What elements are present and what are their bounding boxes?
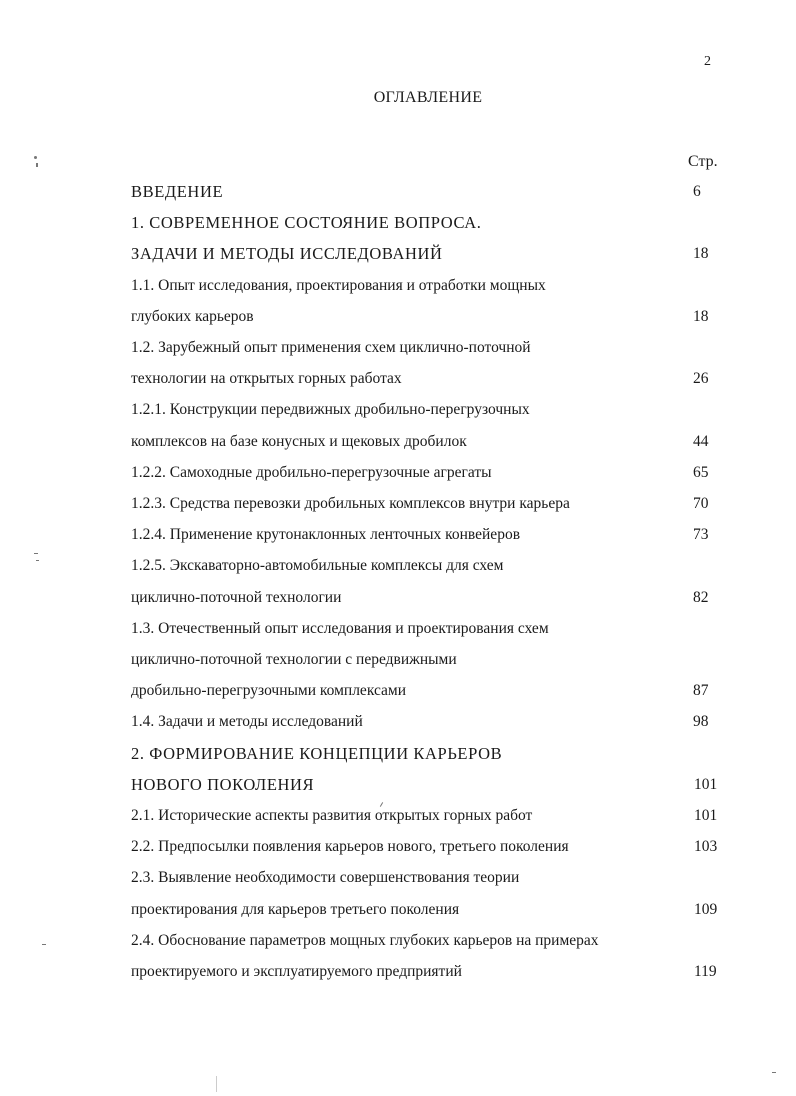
toc-entry-line: 1.2.4. Применение крутонаклонных ленточных конвейеров — [131, 526, 521, 544]
toc-page-number: 98 — [693, 713, 709, 731]
toc-page-number: 82 — [693, 588, 709, 606]
toc-entry-line: 1.2.1. Конструкции передвижных дробильно-перегрузочных — [131, 401, 530, 419]
toc-entry-line: 1. СОВРЕМЕННОЕ СОСТОЯНИЕ ВОПРОСА. — [131, 213, 482, 233]
scan-mark — [216, 1076, 217, 1092]
scan-mark — [42, 944, 46, 945]
toc-entry-line: 1.2.5. Экскаваторно-автомобильные комплексы для схем — [131, 557, 504, 575]
document-title: ОГЛАВЛЕНИЕ — [373, 89, 483, 106]
scan-mark — [34, 553, 38, 554]
scan-mark — [772, 1072, 776, 1073]
toc-entry-line: 1.1. Опыт исследования, проектирования и отработки мощных — [131, 276, 546, 294]
toc-page-number: 119 — [694, 963, 717, 980]
toc-page-number: 87 — [693, 682, 709, 700]
toc-entry-line: проектирования для карьеров третьего поколения — [131, 900, 460, 918]
scan-mark — [36, 560, 39, 561]
toc-entry-line: 2.4. Обоснование параметров мощных глубоких карьеров на примерах — [131, 931, 599, 949]
toc-entry-line: циклично-поточной технологии с передвижными — [131, 651, 457, 668]
toc-entry-line: проектируемого и эксплуатируемого предприятий — [131, 963, 462, 980]
toc-entry-line: 1.2.3. Средства перевозки дробильных комплексов внутри карьера — [131, 495, 570, 512]
toc-page-number: 73 — [693, 526, 709, 544]
toc-page-number: 6 — [693, 183, 701, 200]
toc-entry-line: 2. ФОРМИРОВАНИЕ КОНЦЕПЦИИ КАРЬЕРОВ — [131, 743, 503, 763]
toc-entry-line: глубоких карьеров — [131, 307, 254, 325]
toc-entry-line: 2.3. Выявление необходимости совершенствования теории — [131, 869, 520, 887]
toc-page-number: 26 — [693, 370, 709, 388]
toc-entry-line: циклично-поточной технологии — [131, 588, 342, 606]
toc-entry-line: ЗАДАЧИ И МЕТОДЫ ИССЛЕДОВАНИЙ — [131, 244, 443, 264]
toc-entry-line: 1.4. Задачи и методы исследований — [131, 713, 363, 731]
toc-entry-line: 2.2. Предпосылки появления карьеров нового, третьего поколения — [131, 838, 569, 856]
scan-mark — [36, 163, 38, 167]
toc-page-number: 18 — [693, 307, 709, 325]
toc-page-number: 101 — [694, 807, 718, 824]
toc-entry-line: 1.3. Отечественный опыт исследования и проектирования схем — [131, 619, 549, 637]
toc-entry-line: технологии на открытых горных работах — [131, 370, 402, 388]
page-number: 2 — [704, 54, 711, 69]
toc-entry-line: ВВЕДЕНИЕ — [131, 182, 224, 201]
toc-entry-line: 1.2.2. Самоходные дробильно-перегрузочные агрегаты — [131, 463, 492, 481]
toc-page-number: 103 — [694, 838, 718, 856]
toc-entry-line: комплексов на базе конусных и щековых дробилок — [131, 432, 467, 450]
toc-page-number: 18 — [693, 245, 709, 263]
toc-entry-line: 2.1. Исторические аспекты развития открытых горных работ — [131, 807, 533, 824]
toc-page-number: 109 — [694, 900, 718, 918]
toc-entry-line: дробильно-перегрузочными комплексами — [131, 682, 407, 700]
scan-mark — [34, 156, 37, 159]
toc-page-number: 101 — [694, 775, 718, 793]
toc-entry-line: 1.2. Зарубежный опыт применения схем циклично-поточной — [131, 339, 531, 356]
toc-page-number: 44 — [693, 432, 709, 450]
toc-page-number: 65 — [693, 463, 709, 481]
toc-page-number: 70 — [693, 495, 709, 512]
toc-entry-line: НОВОГО ПОКОЛЕНИЯ — [131, 774, 315, 794]
page-column-header: Стр. — [688, 153, 718, 170]
